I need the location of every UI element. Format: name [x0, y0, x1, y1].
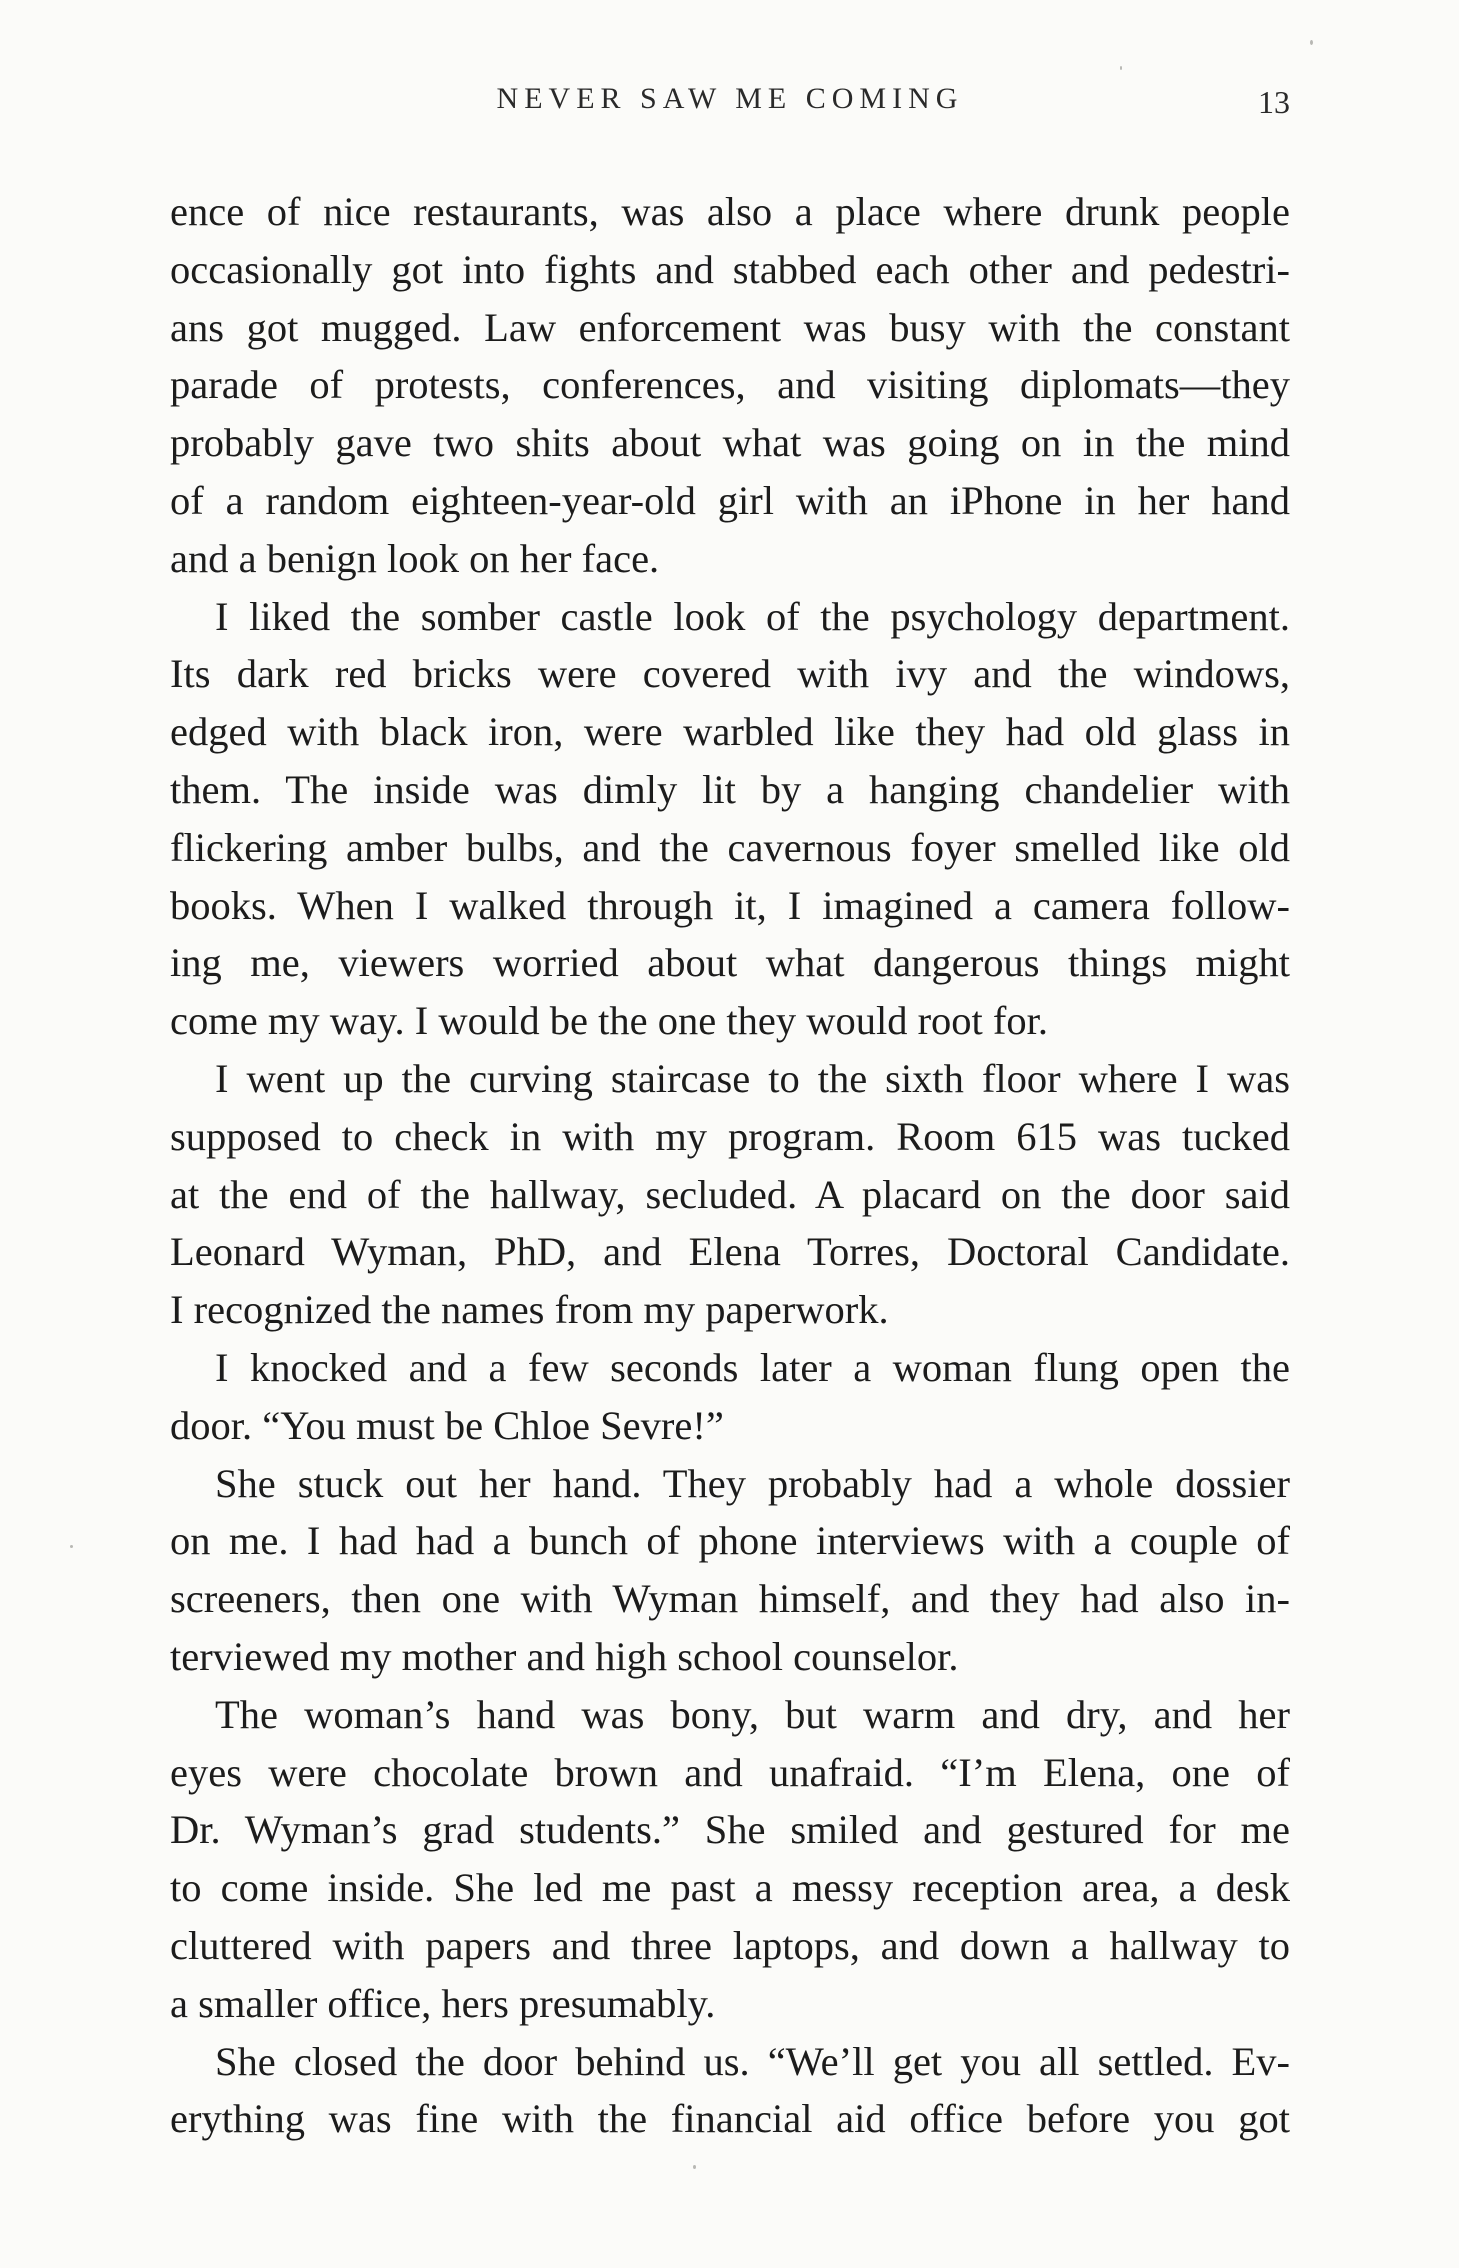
text-line: I recognized the names from my paperwork. [170, 1287, 889, 1333]
text-line: flickering amber bulbs, and the cavernous foyer smelled like old [170, 824, 1290, 870]
scan-speck [693, 2165, 696, 2169]
running-head [170, 82, 1290, 132]
text-line: screeners, then one with Wyman himself, and they had also in- [170, 1576, 1290, 1622]
text-line: on me. I had had a bunch of phone interviews with a couple of [170, 1518, 1290, 1564]
text-line: ans got mugged. Law enforcement was busy with the constant [170, 304, 1290, 350]
scan-speck [70, 1545, 73, 1548]
text-line: parade of protests, conferences, and visiting diplomats—they [170, 362, 1290, 408]
text-line: books. When I walked through it, I imagined a camera follow- [170, 882, 1290, 928]
text-line: She stuck out her hand. They probably had a whole dossier [215, 1460, 1290, 1506]
text-line: of a random eighteen-year-old girl with an iPhone in her hand [170, 477, 1290, 523]
text-line: eyes were chocolate brown and unafraid. “I’m Elena, one of [170, 1749, 1290, 1795]
text-line: I knocked and a few seconds later a woman flung open the [215, 1344, 1290, 1390]
text-line: terviewed my mother and high school counselor. [170, 1633, 959, 1679]
text-line: Dr. Wyman’s grad students.” She smiled and gestured for me [170, 1807, 1290, 1853]
text-line: edged with black iron, were warbled like they had old glass in [170, 709, 1290, 755]
text-line: occasionally got into fights and stabbed each other and pedestri- [170, 246, 1290, 292]
text-line: and a benign look on her face. [170, 535, 660, 581]
text-line: a smaller office, hers presumably. [170, 1980, 716, 2026]
scan-speck [1120, 66, 1122, 70]
text-line: The woman’s hand was bony, but warm and dry, and her [215, 1691, 1290, 1737]
running-title: NEVER SAW ME COMING [496, 82, 964, 115]
text-line: I went up the curving staircase to the sixth floor where I was [215, 1055, 1290, 1101]
text-line: door. “You must be Chloe Sevre!” [170, 1402, 724, 1448]
text-line: at the end of the hallway, secluded. A placard on the door said [170, 1171, 1290, 1217]
text-line: to come inside. She led me past a messy reception area, a desk [170, 1865, 1290, 1911]
text-line: I liked the somber castle look of the psychology department. [215, 593, 1290, 639]
text-line: probably gave two shits about what was going on in the mind [170, 420, 1290, 466]
text-line: come my way. I would be the one they would root for. [170, 998, 1049, 1044]
text-line: supposed to check in with my program. Room 615 was tucked [170, 1113, 1290, 1159]
text-line: She closed the door behind us. “We’ll get you all settled. Ev- [215, 2038, 1290, 2084]
text-line: Leonard Wyman, PhD, and Elena Torres, Doctoral Candidate. [170, 1229, 1290, 1275]
body-text [170, 183, 1290, 2148]
text-line: erything was fine with the financial aid office before you got [170, 2096, 1290, 2142]
text-line: ence of nice restaurants, was also a place where drunk people [170, 189, 1290, 234]
text-line: cluttered with papers and three laptops, and down a hallway to [170, 1922, 1290, 1968]
page-number: 13 [1258, 84, 1290, 120]
text-line: Its dark red bricks were covered with ivy and the windows, [170, 651, 1290, 697]
text-line: them. The inside was dimly lit by a hanging chandelier with [170, 766, 1290, 812]
scan-speck [1310, 40, 1313, 45]
text-line: ing me, viewers worried about what dangerous things might [170, 940, 1290, 986]
